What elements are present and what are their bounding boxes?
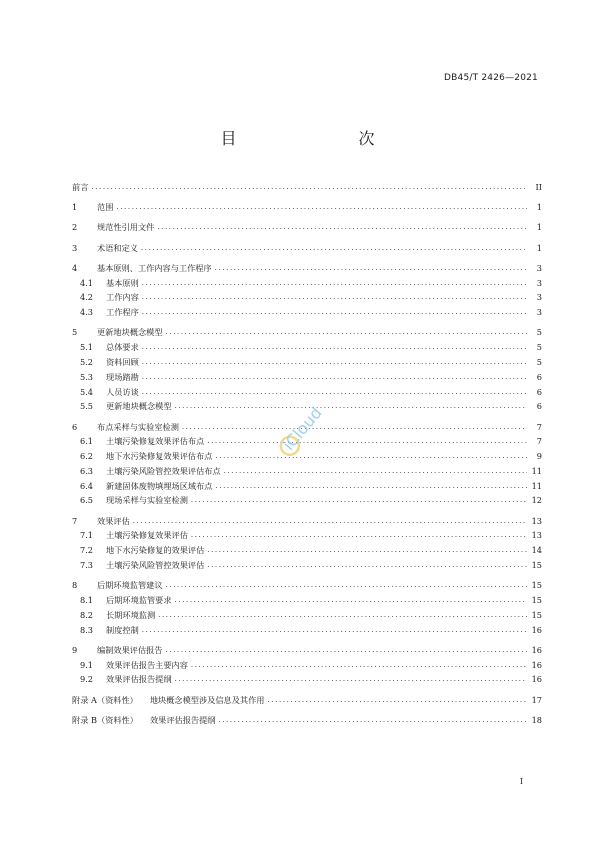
toc-entry-page: 7 bbox=[536, 421, 542, 432]
toc-entry-number: 5.5 bbox=[80, 401, 94, 412]
toc-entry-page: 5 bbox=[536, 327, 542, 338]
toc-leader-dots bbox=[215, 479, 527, 494]
toc-entry-number: 1 bbox=[72, 202, 78, 213]
toc-entry-number: 附录 A（资料性） bbox=[72, 694, 138, 705]
toc-entry-number: 9.1 bbox=[80, 659, 94, 670]
toc-subentry[interactable] bbox=[72, 528, 542, 543]
toc-subentry[interactable] bbox=[72, 558, 542, 573]
toc-entry-page: 16 bbox=[531, 659, 542, 670]
toc-entry-label: 土壤污染修复效果评估布点 bbox=[106, 436, 205, 447]
toc-entry-number: 5.4 bbox=[80, 386, 94, 397]
toc-entry-number: 9.2 bbox=[80, 674, 94, 685]
toc-leader-dots bbox=[207, 434, 527, 449]
toc-entry-label: 土壤污染风险管控效果评估布点 bbox=[106, 465, 221, 476]
toc-leader-dots bbox=[267, 693, 527, 708]
toc-leader-dots bbox=[142, 623, 527, 638]
toc-subentry[interactable] bbox=[72, 608, 542, 623]
toc-entry-page: 11 bbox=[531, 480, 542, 491]
toc-entry-page: 1 bbox=[536, 222, 542, 233]
toc-entry-label: 效果评估报告主要内容 bbox=[106, 659, 188, 670]
toc-entry-page: 3 bbox=[536, 262, 542, 273]
toc-subentry[interactable] bbox=[72, 479, 542, 494]
toc-entry-number: 8.3 bbox=[80, 624, 94, 635]
toc-entry[interactable] bbox=[72, 643, 542, 658]
toc-entry-page: 15 bbox=[531, 595, 542, 606]
toc-entry-label: 资料回顾 bbox=[106, 356, 139, 367]
toc-leader-dots bbox=[175, 593, 527, 608]
toc-leader-dots bbox=[218, 713, 527, 728]
toc-leader-dots bbox=[175, 399, 527, 414]
toc-entry-number: 4.3 bbox=[80, 307, 94, 318]
toc-entry-number: 7.2 bbox=[80, 545, 94, 556]
toc-entry-label: 布点采样与实验室检测 bbox=[97, 421, 179, 432]
toc-entry-number: 5.2 bbox=[80, 356, 94, 367]
toc-entry-label: 前言 bbox=[72, 182, 89, 192]
toc-entry-number: 2 bbox=[72, 222, 78, 233]
toc-leader-dots bbox=[158, 608, 527, 623]
toc-entry-number: 3 bbox=[72, 242, 78, 253]
toc-entry-label: 地下水污染修复效果评估布点 bbox=[106, 451, 213, 462]
toc-entry[interactable] bbox=[72, 713, 542, 728]
toc-entry-number: 4.2 bbox=[80, 292, 94, 303]
toc-entry[interactable] bbox=[72, 514, 542, 529]
toc-entry-label: 基本原则、工作内容与工作程序 bbox=[97, 262, 212, 273]
toc-entry-page: 1 bbox=[536, 202, 542, 213]
toc-leader-dots bbox=[142, 355, 527, 370]
toc-leader-dots bbox=[116, 200, 527, 215]
toc-entry-number: 4.1 bbox=[80, 277, 94, 288]
toc-entry-label: 编制效果评估报告 bbox=[97, 644, 163, 655]
toc-subentry[interactable] bbox=[72, 623, 542, 638]
toc-entry-page: 13 bbox=[531, 530, 542, 541]
toc-leader-dots bbox=[191, 658, 527, 673]
toc-entry[interactable] bbox=[72, 200, 542, 215]
toc-entry-label: 后期环境监管建议 bbox=[97, 580, 163, 591]
toc-leader-dots bbox=[133, 514, 527, 529]
toc-leader-dots bbox=[224, 464, 527, 479]
toc-entry-label: 地块概念模型涉及信息及其作用 bbox=[149, 694, 265, 705]
toc-entry[interactable] bbox=[72, 261, 542, 276]
toc-entry-page: 15 bbox=[531, 580, 542, 591]
toc-subentry[interactable] bbox=[72, 290, 542, 305]
toc-entry-label: 新建固体废物填埋场区域布点 bbox=[106, 480, 213, 491]
toc-entry-page: 16 bbox=[531, 644, 542, 655]
toc-entry-label: 后期环境监管要求 bbox=[106, 595, 172, 606]
toc-entry-number: 4 bbox=[72, 262, 78, 273]
toc-entry-number: 6.3 bbox=[80, 465, 94, 476]
toc-entry-page: 6 bbox=[536, 386, 542, 397]
toc-entry[interactable] bbox=[72, 241, 542, 256]
toc-entry-label: 土壤污染修复效果评估 bbox=[106, 530, 188, 541]
toc-leader-dots bbox=[157, 220, 527, 235]
toc-entry-page: 3 bbox=[536, 277, 542, 288]
toc-entry-number: 6.1 bbox=[80, 436, 94, 447]
toc-leader-dots bbox=[215, 449, 527, 464]
toc-entry-label: 地下水污染修复的效果评估 bbox=[106, 545, 205, 556]
toc-subentry[interactable] bbox=[72, 543, 542, 558]
toc-entry-label: 制度控制 bbox=[106, 624, 139, 635]
toc-leader-dots bbox=[91, 180, 527, 195]
toc-entry-number: 8 bbox=[72, 580, 78, 591]
toc-entry-label: 人员访谈 bbox=[106, 386, 139, 397]
toc-entry-label: 术语和定义 bbox=[97, 242, 138, 253]
toc-entry-label: 效果评估报告提纲 bbox=[106, 674, 172, 685]
toc-entry-number: 6 bbox=[72, 421, 78, 432]
toc-entry-label: 范围 bbox=[97, 202, 114, 213]
toc-entry-page: 11 bbox=[531, 465, 542, 476]
toc-entry-label: 长期环境监测 bbox=[106, 609, 156, 620]
toc-entry-number: 附录 B（资料性） bbox=[72, 714, 138, 725]
document-code: DB45/T 2426—2021 bbox=[444, 73, 538, 83]
toc-subentry[interactable] bbox=[72, 593, 542, 608]
toc-leader-dots bbox=[166, 578, 527, 593]
toc-entry-page: 16 bbox=[531, 674, 542, 685]
toc-entry-number: 9 bbox=[72, 644, 78, 655]
toc-entry-label: 工作程序 bbox=[106, 307, 139, 318]
toc-leader-dots bbox=[175, 672, 527, 687]
toc-entry-number: 7.1 bbox=[80, 530, 94, 541]
toc-entry-label: 土壤污染风险管控效果评估 bbox=[106, 560, 205, 571]
toc-entry-label: 规范性引用文件 bbox=[97, 222, 155, 233]
watermark-text: iCloud bbox=[278, 403, 326, 454]
toc-entry[interactable] bbox=[72, 220, 542, 235]
page-title: 目 次 bbox=[220, 129, 405, 148]
toc-entry-label: 更新地块概念模型 bbox=[97, 327, 163, 338]
toc-entry-page: 5 bbox=[536, 356, 542, 367]
toc-entry-number: 6.5 bbox=[80, 495, 94, 506]
toc-entry-page: 6 bbox=[536, 401, 542, 412]
toc-entry-page: 14 bbox=[531, 545, 542, 556]
toc-entry-page: 13 bbox=[531, 515, 542, 526]
toc-leader-dots bbox=[142, 370, 527, 385]
toc-entry-label: 总体要求 bbox=[106, 342, 139, 353]
toc-entry-number: 8.1 bbox=[80, 595, 94, 606]
toc-subentry[interactable] bbox=[72, 276, 542, 291]
toc-entry-page: II bbox=[535, 182, 542, 192]
toc-entry-page: 16 bbox=[531, 624, 542, 635]
toc-entry-page: 6 bbox=[536, 371, 542, 382]
toc-leader-dots bbox=[142, 340, 527, 355]
toc-subentry[interactable] bbox=[72, 355, 542, 370]
toc-subentry[interactable] bbox=[72, 493, 542, 508]
toc-entry-page: 3 bbox=[536, 307, 542, 318]
toc-subentry[interactable] bbox=[72, 305, 542, 320]
toc-subentry[interactable] bbox=[72, 340, 542, 355]
toc-leader-dots bbox=[142, 305, 527, 320]
toc-leader-dots bbox=[166, 643, 527, 658]
toc-entry-page: 9 bbox=[536, 451, 542, 462]
toc-entry-page: 12 bbox=[531, 495, 542, 506]
toc-entry-page: 7 bbox=[536, 436, 542, 447]
toc-entry-number: 7 bbox=[72, 515, 78, 526]
toc-entry-label: 现场采样与实验室检测 bbox=[106, 495, 188, 506]
toc-subentry[interactable] bbox=[72, 658, 542, 673]
page-number: I bbox=[519, 777, 523, 786]
toc-entry-page: 1 bbox=[536, 242, 542, 253]
toc-entry[interactable] bbox=[72, 325, 542, 340]
toc-entry-label: 效果评估 bbox=[97, 515, 130, 526]
toc-entry-page: 17 bbox=[531, 694, 542, 705]
toc-entry-number: 5.3 bbox=[80, 371, 94, 382]
toc-leader-dots bbox=[215, 261, 527, 276]
toc-entry-page: 15 bbox=[531, 560, 542, 571]
toc-entry[interactable] bbox=[72, 693, 542, 708]
toc-entry-label: 更新地块概念模型 bbox=[106, 401, 172, 412]
toc-leader-dots bbox=[142, 290, 527, 305]
toc-leader-dots bbox=[191, 528, 527, 543]
toc-entry-number: 6.2 bbox=[80, 451, 94, 462]
toc-entry-label: 现场踏勘 bbox=[106, 371, 139, 382]
toc-entry-page: 5 bbox=[536, 342, 542, 353]
toc-entry-page: 3 bbox=[536, 292, 542, 303]
toc-entry-label: 基本原则 bbox=[106, 277, 139, 288]
toc-leader-dots bbox=[207, 558, 527, 573]
toc-entry[interactable] bbox=[72, 578, 542, 593]
toc-entry-number: 5.1 bbox=[80, 342, 94, 353]
toc-entry-page: 15 bbox=[531, 609, 542, 620]
toc-entry-label: 工作内容 bbox=[106, 292, 139, 303]
toc-entry[interactable] bbox=[72, 180, 542, 195]
toc-leader-dots bbox=[191, 493, 527, 508]
toc-entry-number: 5 bbox=[72, 327, 78, 338]
toc-entry-page: 18 bbox=[531, 714, 542, 725]
toc-leader-dots bbox=[141, 241, 527, 256]
toc-subentry[interactable] bbox=[72, 672, 542, 687]
toc-leader-dots bbox=[166, 325, 527, 340]
toc-entry-label: 效果评估报告提纲 bbox=[149, 714, 216, 725]
toc-leader-dots bbox=[207, 543, 527, 558]
toc-entry-number: 7.3 bbox=[80, 560, 94, 571]
toc-entry-number: 6.4 bbox=[80, 480, 94, 491]
toc-leader-dots bbox=[182, 420, 527, 435]
toc-leader-dots bbox=[142, 276, 527, 291]
toc-subentry[interactable] bbox=[72, 464, 542, 479]
toc-entry-number: 8.2 bbox=[80, 609, 94, 620]
